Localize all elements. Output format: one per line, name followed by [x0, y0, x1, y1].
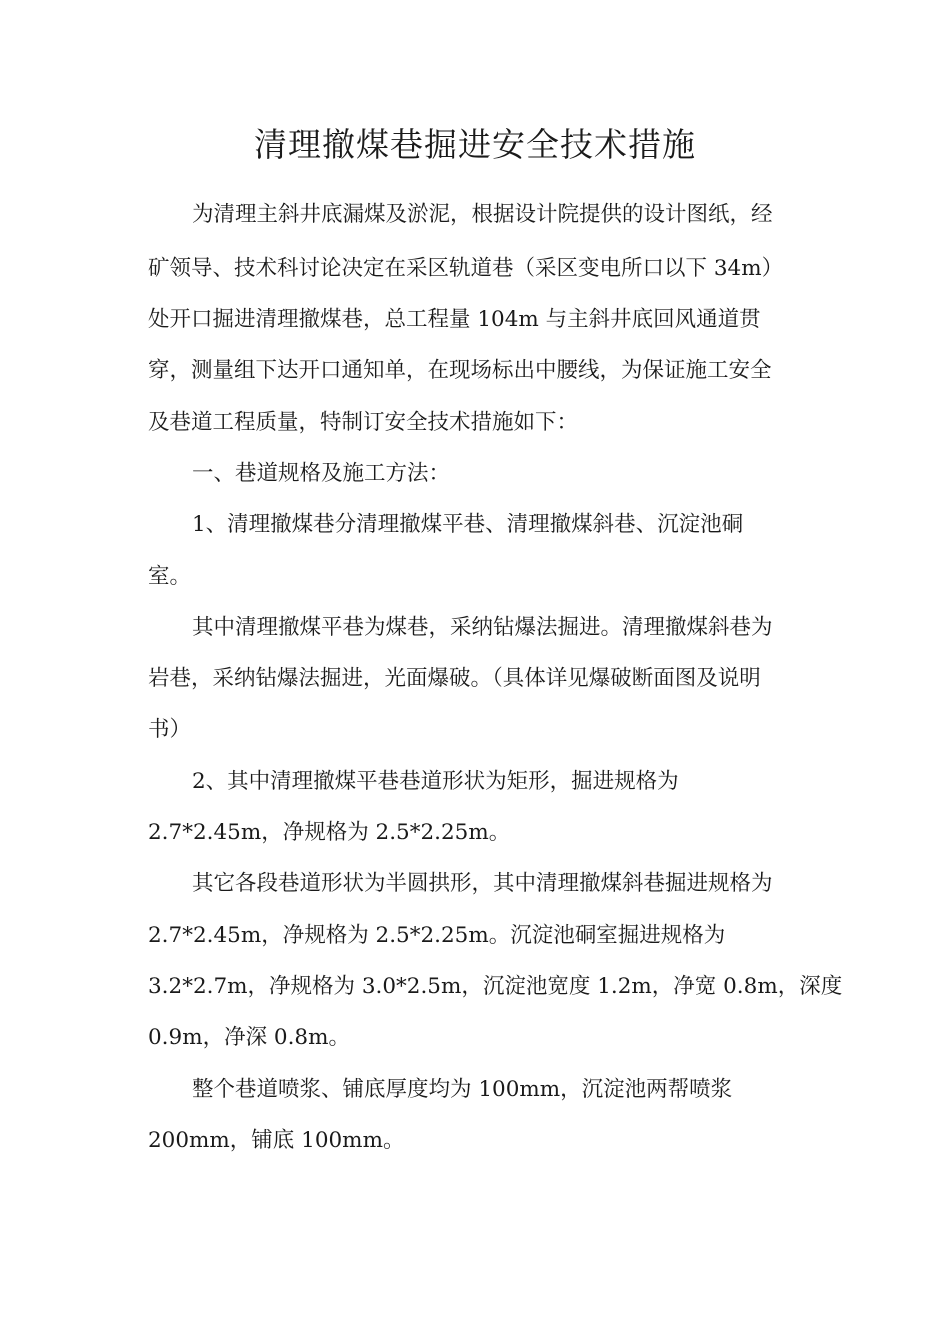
paragraph-1-line-2: 矿领导、技术科讨论决定在采区轨道巷（采区变电所口以下 34m） [148, 256, 784, 281]
paragraph-2-line-1: 其中清理撤煤平巷为煤巷，采纳钻爆法掘进。清理撤煤斜巷为 [192, 615, 773, 640]
paragraph-1-line-5: 及巷道工程质量，特制订安全技术措施如下： [148, 410, 579, 435]
paragraph-3-line-4: 0.9m，净深 0.8m。 [148, 1025, 350, 1050]
section-heading-1: 一、巷道规格及施工方法： [192, 461, 451, 486]
paragraph-1-line-1: 为清理主斜井底漏煤及淤泥，根据设计院提供的设计图纸，经 [192, 202, 773, 227]
paragraph-3-line-1: 其它各段巷道形状为半圆拱形，其中清理撤煤斜巷掘进规格为 [192, 871, 773, 896]
paragraph-3-line-2: 2.7*2.45m，净规格为 2.5*2.25m。沉淀池硐室掘进规格为 [148, 923, 726, 948]
item-2-line-1: 2、其中清理撤煤平巷巷道形状为矩形，掘进规格为 [192, 769, 679, 794]
paragraph-4-line-1: 整个巷道喷浆、铺底厚度均为 100mm，沉淀池两帮喷浆 [192, 1077, 733, 1102]
paragraph-1-line-3: 处开口掘进清理撤煤巷，总工程量 104m 与主斜井底回风通道贯 [148, 307, 761, 332]
document-title: 清理撤煤巷掘进安全技术措施 [254, 125, 696, 164]
item-2-line-2: 2.7*2.45m，净规格为 2.5*2.25m。 [148, 820, 511, 845]
item-1-line-2: 室。 [148, 564, 192, 589]
paragraph-3-line-3: 3.2*2.7m，净规格为 3.0*2.5m，沉淀池宽度 1.2m，净宽 0.8m，深度 [148, 974, 843, 999]
paragraph-2-line-3: 书） [148, 717, 192, 742]
paragraph-4-line-2: 200mm，铺底 100mm。 [148, 1128, 405, 1153]
item-1-line-1: 1、清理撤煤巷分清理撤煤平巷、清理撤煤斜巷、沉淀池硐 [192, 512, 744, 537]
paragraph-2-line-2: 岩巷，采纳钻爆法掘进，光面爆破。（具体详见爆破断面图及说明 [148, 666, 761, 691]
paragraph-1-line-4: 穿，测量组下达开口通知单，在现场标出中腰线，为保证施工安全 [148, 358, 772, 383]
